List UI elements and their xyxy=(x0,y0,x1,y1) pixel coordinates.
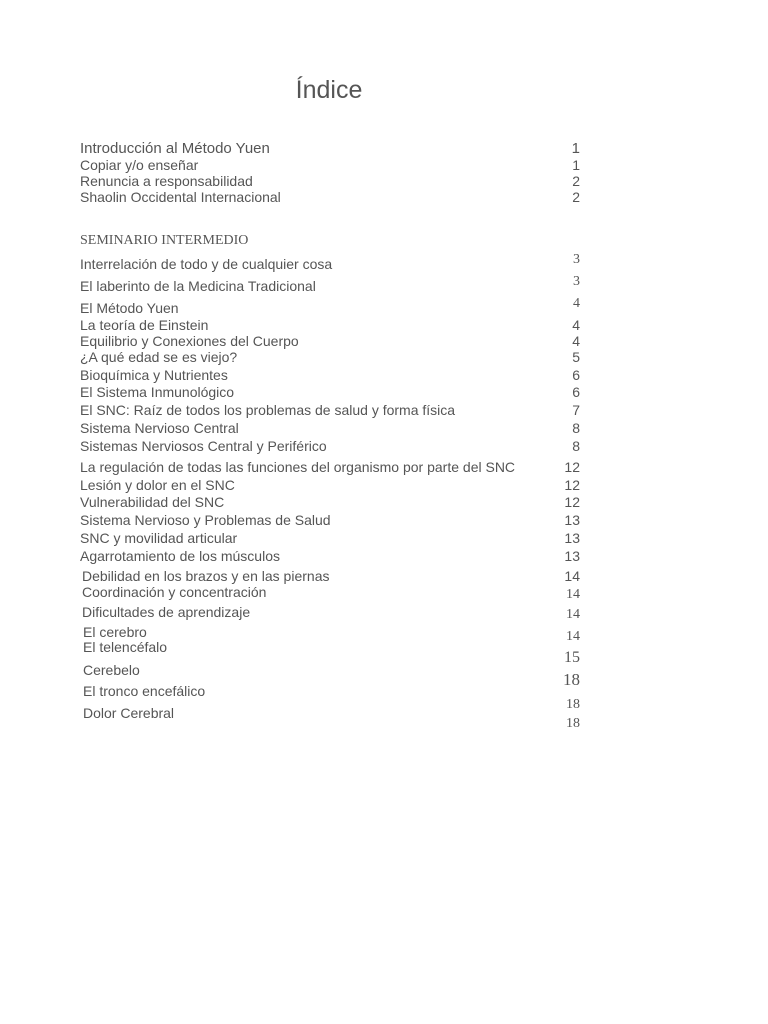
toc-entry-page: 2 xyxy=(572,173,580,189)
toc-entry-page: 13 xyxy=(564,530,580,546)
toc-entry-label: El Sistema Inmunológico xyxy=(80,384,235,400)
toc-entry-label: Sistemas Nerviosos Central y Periférico xyxy=(80,438,327,454)
toc-entry-page: 6 xyxy=(572,384,580,400)
toc-entry-label: Interrelación de todo y de cualquier cosa xyxy=(80,256,333,272)
toc-entry-label: Equilibrio y Conexiones del Cuerpo xyxy=(80,333,299,349)
toc-entry-page: 1 xyxy=(572,157,580,173)
toc-entry-label: El tronco encefálico xyxy=(83,683,206,699)
toc-entry-page: 18 xyxy=(566,716,580,731)
toc-entry-page: 3 xyxy=(573,252,580,267)
toc-entry-page: 5 xyxy=(572,349,580,365)
toc-entry-page: 1 xyxy=(571,140,580,157)
toc-entry-page: 3 xyxy=(573,274,580,289)
toc-entry-label: Renuncia a responsabilidad xyxy=(80,173,253,189)
toc-entry-label: El Método Yuen xyxy=(80,300,179,316)
toc-entry-label: La regulación de todas las funciones del organismo por parte del SNC xyxy=(80,459,516,475)
toc-entry-page: 12 xyxy=(564,459,580,475)
toc-entry-label: SNC y movilidad articular xyxy=(80,530,238,546)
toc-entry-page: 15 xyxy=(564,649,580,666)
toc-entry-label: Vulnerabilidad del SNC xyxy=(80,494,225,510)
toc-entry-page: 12 xyxy=(564,477,580,493)
toc-entry-page: 13 xyxy=(564,548,580,564)
toc-entry-label: Sistema Nervioso y Problemas de Salud xyxy=(80,512,331,528)
toc-entry-page: 8 xyxy=(572,438,580,454)
toc-entry-label: Shaolin Occidental Internacional xyxy=(80,189,281,205)
toc-entry-page: 6 xyxy=(572,367,580,383)
toc-entry-label: Introducción al Método Yuen xyxy=(80,140,270,157)
toc-entry-page: 14 xyxy=(566,607,580,622)
toc-entry-label: El laberinto de la Medicina Tradicional xyxy=(80,278,316,294)
toc-entry-page: 2 xyxy=(572,189,580,205)
toc-entry-page: 14 xyxy=(566,587,580,602)
toc-entry-label: Dolor Cerebral xyxy=(83,705,175,721)
toc-entry-label: Agarrotamiento de los músculos xyxy=(80,548,280,564)
toc-entry-label: Cerebelo xyxy=(83,662,140,678)
toc-entry-page: 4 xyxy=(572,333,580,349)
toc-entry-page: 4 xyxy=(572,317,580,333)
toc-entry-label: Coordinación y concentración xyxy=(82,584,267,600)
toc-entry-label: Copiar y/o enseñar xyxy=(80,157,199,173)
toc-entry-label: El cerebro xyxy=(83,624,147,640)
toc-entry-page: 14 xyxy=(566,629,580,644)
toc-entry-label: Lesión y dolor en el SNC xyxy=(80,477,235,493)
toc-entry-page: 4 xyxy=(573,296,580,311)
toc-entry-page: 18 xyxy=(563,670,580,689)
toc-entry-page: 13 xyxy=(564,512,580,528)
toc-entry-label: Debilidad en los brazos y en las piernas xyxy=(82,568,330,584)
section-heading: SEMINARIO INTERMEDIO xyxy=(80,233,249,248)
toc-entry-label: El SNC: Raíz de todos los problemas de salud y forma física xyxy=(80,402,456,418)
toc-entry-label: ¿A qué edad se es viejo? xyxy=(80,349,238,365)
toc-entry-label: Bioquímica y Nutrientes xyxy=(80,367,228,383)
toc-entry-label: El telencéfalo xyxy=(83,639,168,655)
toc-entry-page: 18 xyxy=(566,697,580,712)
page-title: Índice xyxy=(295,76,363,104)
toc-entry-page: 14 xyxy=(564,568,580,584)
toc-entry-page: 8 xyxy=(572,420,580,436)
toc-entry-label: La teoría de Einstein xyxy=(80,317,209,333)
toc-entry-page: 7 xyxy=(572,402,580,418)
toc-entry-label: Dificultades de aprendizaje xyxy=(82,604,251,620)
toc-entry-label: Sistema Nervioso Central xyxy=(80,420,239,436)
toc-entry-page: 12 xyxy=(564,494,580,510)
